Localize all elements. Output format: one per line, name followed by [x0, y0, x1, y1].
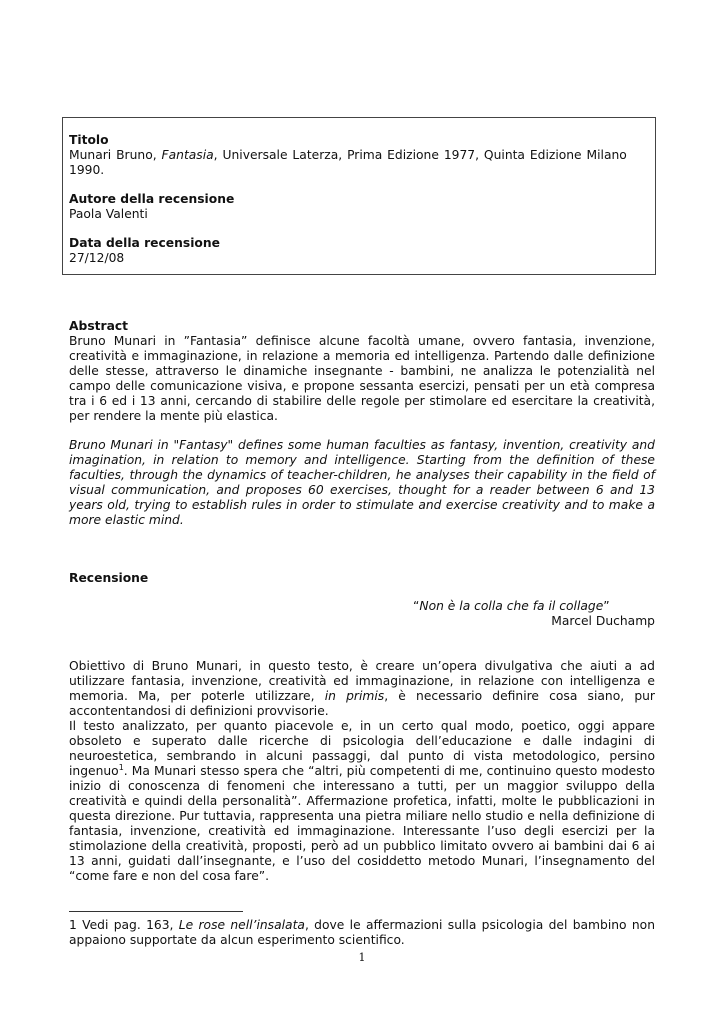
abstract-english: Bruno Munari in "Fantasy" defines some human faculties as fantasy, invention, creativity and imagination, in relation to memory and intelligence. Starting from the definition of these faculties, through the dynamics of teacher-children, he analyses their capability in the field of visual communication, and proposes 60 exercises, thought for a reader between 6 and 13 years old, trying to establish rules in order to stimulate and exercise creativity and to make a more elastic mind.: [69, 438, 655, 527]
abstract-heading: Abstract: [69, 319, 129, 333]
p1-italic: in primis: [324, 689, 385, 703]
footnote-text-b: , dove le affermazioni sulla psicologia del bambino non appaiono supportate da alcun esperimento scientifico.: [69, 918, 655, 947]
reviewer-label: Autore della recensione: [69, 192, 235, 206]
title-line-2: 1990.: [69, 163, 105, 177]
title-line-1: [69, 148, 649, 163]
footnote-ref[interactable]: 1: [118, 762, 124, 772]
footnote-separator: [69, 911, 243, 912]
footnote-book: Le rose nell’insalata: [178, 918, 305, 932]
p1-text-a: Obiettivo di Bruno Munari, in questo testo, è creare un’opera divulgativa che aiuti a ad utilizzare fantasia, invenzione, creatività ed immaginazione, in relazione con intelligenza e memoria. Ma, per poterle utilizzare,: [69, 659, 655, 703]
quote-text: Non è la colla che fa il collage: [419, 599, 604, 613]
epigraph: [69, 599, 655, 629]
review-section: [69, 571, 655, 629]
quote-close-mark: ”: [603, 599, 610, 613]
review-paragraph-1: [69, 659, 655, 719]
epigraph-quote: [413, 599, 610, 614]
header-box: [62, 117, 656, 275]
review-date: 27/12/08: [69, 251, 125, 265]
title-book: Fantasia: [161, 148, 214, 162]
p1-text-b: , è necessario definire cosa siano, pur accontentandosi di definizioni provvisorie.: [69, 689, 655, 718]
abstract-italian: Bruno Munari in ”Fantasia” definisce alcune facoltà umane, ovvero fantasia, invenzione, creatività e immaginazione, in relazione a memoria ed intelligenza. Partendo dalle definizione delle stesse, attraverso le dinamiche insegnante - bambini, ne analizza le potenzialità nel campo delle comunicazione visiva, e propone sessanta esercizi, pensati per un età compresa tra i 6 ed i 13 anni, cercando di stabilire delle regole per stimolare ed esercitare la creatività, per rendere la mente più elastica.: [69, 334, 655, 423]
epigraph-author: Marcel Duchamp: [551, 614, 655, 628]
reviewer-name: Paola Valenti: [69, 207, 148, 221]
date-label: Data della recensione: [69, 236, 220, 250]
review-body: [69, 659, 655, 884]
footnote-text-a: 1 Vedi pag. 163,: [69, 918, 179, 932]
title-author: Munari Bruno,: [69, 148, 162, 162]
quote-open-mark: “: [413, 599, 420, 613]
title-label: Titolo: [69, 133, 109, 147]
page-number: 1: [358, 951, 366, 964]
abstract-section: [69, 319, 655, 528]
title-rest: , Universale Laterza, Prima Edizione 1977, Quinta Edizione Milano: [213, 148, 627, 162]
p2-text-a: Il testo analizzato, per quanto piacevole e, in un certo qual modo, poetico, oggi appare obsoleto e superato dalle ricerche di psicologia dell’educazione e dalle indagini di neuroestetica, sembrando in alcuni passaggi, dal punto di vista metodologico, persino ingenuo: [69, 719, 655, 778]
p2-text-b: . Ma Munari stesso spera che “altri, più competenti di me, continuino questo modesto inizio di conoscenza di fenomeni che interessano a tutti, per un maggior sviluppo della creatività e quindi della personalità”. Affermazione profetica, infatti, molte le pubblicazioni in questa direzione. Pur tuttavia, rappresenta una pietra miliare nello studio e nella definizione di fantasia, invenzione, creatività ed immaginazione. Interessante l’uso degli esercizi per la stimolazione della creatività, proposti, però ad un pubblico limitato ovvero ai bambini dai 6 ai 13 anni, guidati dall’insegnante, e l’uso del cosiddetto metodo Munari, l’insegnamento del “come fare e non del cosa fare”.: [69, 764, 655, 883]
review-paragraph-2: [69, 719, 655, 884]
review-heading: Recensione: [69, 571, 149, 585]
footnote: [69, 918, 655, 948]
